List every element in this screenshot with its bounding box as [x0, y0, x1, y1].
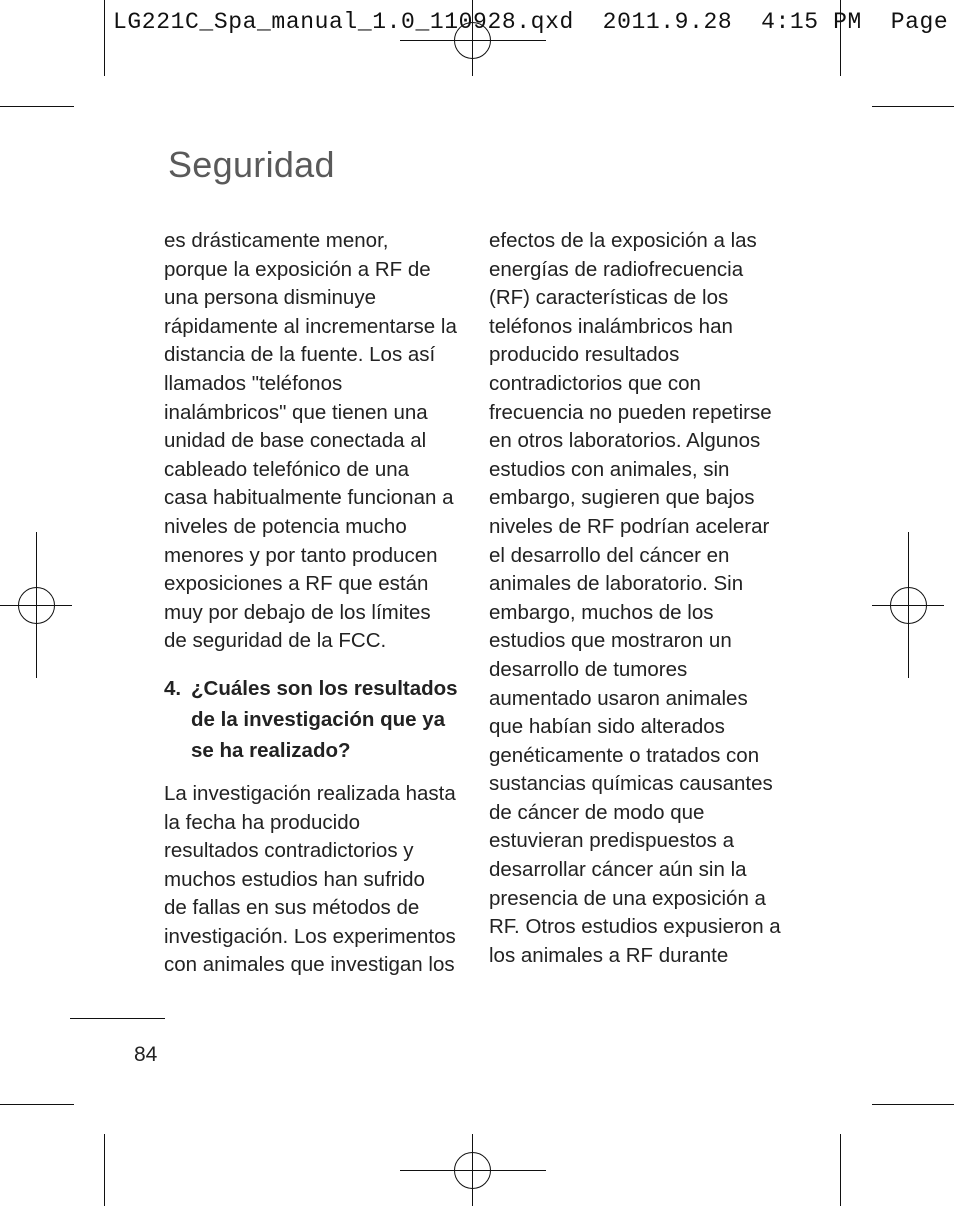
section-number: 4.: [164, 676, 182, 700]
text-line: genéticamente o tratados con: [489, 743, 760, 767]
text-line: desarrollo de tumores: [489, 657, 688, 681]
text-line: niveles de potencia mucho: [164, 514, 407, 538]
registration-mark-left: [0, 532, 72, 678]
text-line: la fecha ha producido: [164, 810, 361, 834]
text-line: en otros laboratorios. Algunos: [489, 429, 761, 453]
registration-mark-bottom: [400, 1134, 546, 1206]
text-line: los animales a RF durante: [489, 943, 729, 967]
heading-line: se ha realizado?: [191, 738, 351, 762]
section-heading: [164, 673, 466, 766]
text-line: cableado telefónico de una: [164, 457, 410, 481]
body-paragraph: [164, 780, 466, 980]
text-line: teléfonos inalámbricos han: [489, 314, 733, 338]
heading-line: de la investigación que ya: [191, 707, 446, 731]
text-line: (RF) características de los: [489, 286, 729, 310]
text-line: inalámbricos" que tienen una: [164, 400, 428, 424]
text-line: el desarrollo del cáncer en: [489, 543, 730, 567]
text-line: distancia de la fuente. Los así: [164, 343, 436, 367]
intro-paragraph: [164, 227, 466, 656]
text-line: animales de laboratorio. Sin: [489, 572, 744, 596]
text-line: con animales que investigan los: [164, 953, 455, 977]
text-line: una persona disminuye: [164, 286, 376, 310]
text-line: sustancias químicas causantes: [489, 772, 773, 796]
text-line: RF. Otros estudios expusieron a: [489, 915, 781, 939]
text-line: La investigación realizada hasta: [164, 781, 456, 805]
text-line: menores y por tanto producen: [164, 543, 438, 567]
text-line: casa habitualmente funcionan a: [164, 486, 454, 510]
text-line: resultados contradictorios y: [164, 839, 414, 863]
text-line: contradictorios que con: [489, 371, 701, 395]
text-line: estuvieran predispuestos a: [489, 829, 735, 853]
text-line: que habían sido alterados: [489, 715, 725, 739]
text-line: llamados "teléfonos: [164, 371, 343, 395]
text-line: muchos estudios han sufrido: [164, 867, 425, 891]
text-line: es drásticamente menor,: [164, 229, 389, 252]
text-line: frecuencia no pueden repetirse: [489, 400, 772, 424]
print-slug-header: LG221C_Spa_manual_1.0_110928.qxd 2011.9.28 4:15 PM Page: [113, 9, 949, 35]
text-line: de fallas en sus métodos de: [164, 896, 420, 920]
text-line: presencia de una exposición a: [489, 886, 766, 910]
right-column: [489, 227, 789, 970]
left-column: [164, 227, 466, 980]
text-line: investigación. Los experimentos: [164, 924, 456, 948]
text-line: estudios que mostraron un: [489, 629, 732, 653]
text-line: muy por debajo de los límites: [164, 600, 431, 624]
text-line: estudios con animales, sin: [489, 457, 730, 481]
text-line: desarrollar cáncer aún sin la: [489, 858, 747, 882]
text-line: efectos de la exposición a las: [489, 229, 757, 252]
registration-mark-right: [872, 532, 944, 678]
text-line: embargo, sugieren que bajos: [489, 486, 755, 510]
heading-line: ¿Cuáles son los resultados: [191, 676, 458, 700]
text-line: energías de radiofrecuencia: [489, 257, 744, 281]
text-line: niveles de RF podrían acelerar: [489, 514, 770, 538]
text-line: rápidamente al incrementarse la: [164, 314, 457, 338]
page-number: 84: [134, 1043, 158, 1066]
text-line: producido resultados: [489, 343, 680, 367]
text-line: de cáncer de modo que: [489, 800, 705, 824]
text-line: de seguridad de la FCC.: [164, 629, 387, 653]
text-line: unidad de base conectada al: [164, 429, 427, 453]
text-line: exposiciones a RF que están: [164, 572, 429, 596]
text-line: porque la exposición a RF de: [164, 257, 431, 281]
page-title: Seguridad: [168, 144, 335, 185]
text-line: embargo, muchos de los: [489, 600, 714, 624]
text-line: aumentado usaron animales: [489, 686, 748, 710]
